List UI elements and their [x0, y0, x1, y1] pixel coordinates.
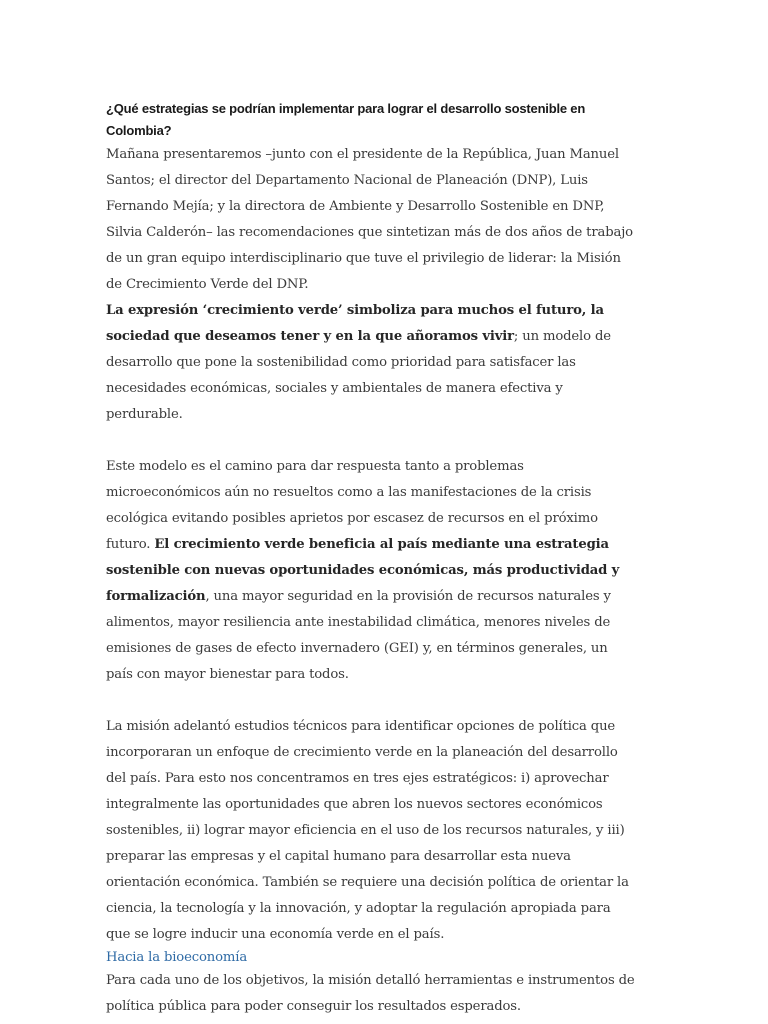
paragraph-model — [106, 454, 636, 688]
subheading-bioeconomy: Hacia la bioeconomía — [106, 950, 248, 965]
document-body — [106, 98, 636, 1020]
paragraph-spacer — [106, 428, 636, 454]
paragraph-green-growth-rest: ; un modelo de desarrollo que pone la sostenibilidad como prioridad para satisfacer las necesidades económicas, sociales y ambientales de manera efectiva y perdurable. — [106, 329, 611, 422]
paragraph-model-bold: El crecimiento verde beneficia al país mediante una estrategia sostenible con nuevas oportunidades económicas, más productividad y formalización — [106, 537, 620, 604]
paragraph-green-growth — [106, 298, 636, 428]
paragraph-mission: La misión adelantó estudios técnicos para identificar opciones de política que incorporaran un enfoque de crecimiento verde en la planeación del desarrollo del país. Para esto nos concentramos en tres ejes estratégicos: i) aprovechar integralmente las oportunidades que abren los nuevos sectores económicos sostenibles, ii) lograr mayor eficiencia en el uso de los recursos naturales, y iii) preparar las empresas y el capital humano para desarrollar esta nueva orientación económica. También se requiere una decisión política de orientar la ciencia, la tecnología y la innovación, y adoptar la regulación apropiada para que se logre inducir una economía verde en el país. — [106, 719, 629, 942]
paragraph-intro: Mañana presentaremos –junto con el presidente de la República, Juan Manuel Santos; el director del Departamento Nacional de Planeación (DNP), Luis Fernando Mejía; y la directora de Ambiente y Desarrollo Sostenible en DNP, Silvia Calderón– las recomendaciones que sintetizan más de dos años de trabajo de un gran equipo interdisciplinario que tuve el privilegio de liderar: la Misión de Crecimiento Verde del DNP. — [106, 147, 633, 292]
paragraph-spacer — [106, 688, 636, 714]
paragraph-objectives: Para cada uno de los objetivos, la misión detalló herramientas e instrumentos de política pública para poder conseguir los resultados esperados. — [106, 973, 635, 1014]
paragraph-green-growth-bold: La expresión ‘crecimiento verde’ simboliza para muchos el futuro, la sociedad que deseamos tener y en la que añoramos vivir — [106, 303, 604, 344]
paragraph-model-start: Este modelo es el camino para dar respuesta tanto a problemas microeconómicos aún no resueltos como a las manifestaciones de la crisis ecológica evitando posibles aprietos por escasez de recursos en el próximo futuro. — [106, 459, 598, 552]
paragraph-model-rest: , una mayor seguridad en la provisión de recursos naturales y alimentos, mayor resiliencia ante inestabilidad climática, menores niveles de emisiones de gases de efecto invernadero (GEI) y, en términos generales, un país con mayor bienestar para todos. — [106, 589, 611, 682]
question-heading: ¿Qué estrategias se podrían implementar para lograr el desarrollo sostenible en Colombia? — [106, 101, 586, 138]
